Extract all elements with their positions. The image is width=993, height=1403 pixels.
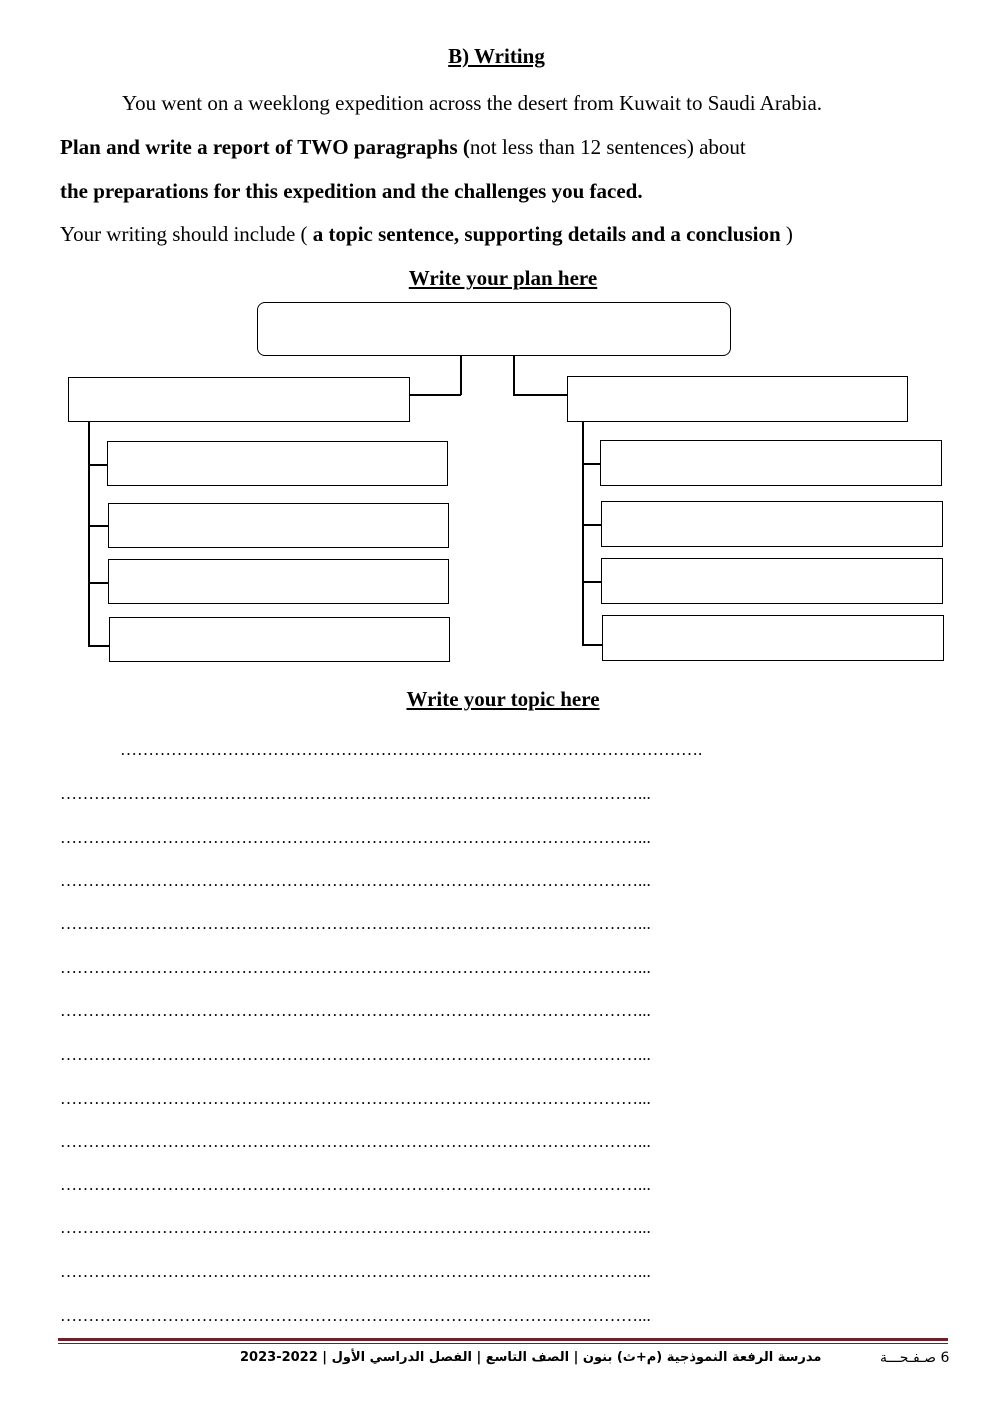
writing-line[interactable]: …………………………………………………………………………………………... (60, 828, 651, 847)
prompt-line-1: You went on a weeklong expedition across the desert from Kuwait to Saudi Arabia. (122, 91, 823, 115)
right-branch-tick (582, 644, 603, 646)
left-branch-tick (88, 464, 108, 466)
connector-right-vertical (513, 356, 515, 395)
plan-detail-box-left-3[interactable] (108, 559, 449, 604)
writing-line[interactable]: …………………………………………………………………………………………... (60, 1262, 651, 1281)
writing-line[interactable]: …………………………………………………………………………………………... (60, 1175, 651, 1194)
plan-paragraph-1-box[interactable] (68, 377, 410, 422)
plan-detail-box-left-4[interactable] (109, 617, 450, 662)
right-branch-spine (582, 422, 584, 645)
footer-rule (58, 1338, 948, 1341)
prompt-line-4 (60, 222, 793, 247)
writing-line[interactable]: …………………………………………………………………………………………... (60, 871, 651, 890)
topic-heading: Write your topic here (406, 687, 600, 711)
connector-right-horizontal (513, 394, 568, 396)
right-branch-tick (582, 581, 602, 583)
prompt-line-4-end: ) (780, 222, 793, 246)
plan-detail-box-left-2[interactable] (108, 503, 449, 548)
page-number: 6 صـفـحـــة (880, 1350, 950, 1366)
prompt-line-3: the preparations for this expedition and the challenges you faced. (60, 179, 643, 203)
right-branch-tick (582, 463, 601, 465)
plan-heading: Write your plan here (408, 266, 598, 290)
plan-topic-box[interactable] (257, 302, 731, 356)
prompt-line-2 (60, 135, 746, 160)
plan-detail-box-right-3[interactable] (601, 558, 943, 604)
footer-rule-thin (58, 1343, 948, 1344)
writing-line[interactable]: …………………………………………………………………………………………... (60, 784, 651, 803)
writing-line[interactable]: …………………………………………………………………………………………... (60, 1218, 651, 1237)
left-branch-tick (88, 525, 109, 527)
prompt-line-2-normal: not less than 12 sentences) about (469, 135, 746, 159)
prompt-line-2-bold: Plan and write a report of TWO paragraphs ( (60, 135, 470, 159)
writing-line[interactable]: …………………………………………………………………………………………... (60, 1132, 651, 1151)
left-branch-spine (88, 422, 90, 646)
writing-line[interactable]: …………………………………………………………………………………………... (60, 1306, 651, 1325)
writing-line[interactable]: …………………………………………………………………………………………... (60, 1045, 651, 1064)
plan-paragraph-2-box[interactable] (567, 376, 908, 422)
connector-left-horizontal (409, 394, 461, 396)
right-branch-tick (582, 524, 602, 526)
plan-detail-box-right-4[interactable] (602, 615, 944, 661)
writing-line[interactable]: …………………………………………………………………………………………. (120, 740, 703, 759)
connector-left-vertical (460, 356, 462, 395)
writing-line[interactable]: …………………………………………………………………………………………... (60, 914, 651, 933)
section-title: B) Writing (448, 44, 545, 68)
footer-school-info: مدرسة الرفعة النموذجية (م+ث) بنون | الصف التاسع | الفصل الدراسي الأول | 2022-2023 (240, 1350, 822, 1365)
left-branch-tick (88, 582, 109, 584)
prompt-line-4-start: Your writing should include ( (60, 222, 313, 246)
plan-detail-box-right-1[interactable] (600, 440, 942, 486)
writing-line[interactable]: …………………………………………………………………………………………... (60, 958, 651, 977)
plan-detail-box-right-2[interactable] (601, 501, 943, 547)
prompt-line-4-bold: a topic sentence, supporting details and a conclusion (312, 222, 781, 246)
left-branch-tick (88, 645, 110, 647)
writing-line[interactable]: …………………………………………………………………………………………... (60, 1089, 651, 1108)
writing-line[interactable]: …………………………………………………………………………………………... (60, 1001, 651, 1020)
plan-detail-box-left-1[interactable] (107, 441, 448, 486)
